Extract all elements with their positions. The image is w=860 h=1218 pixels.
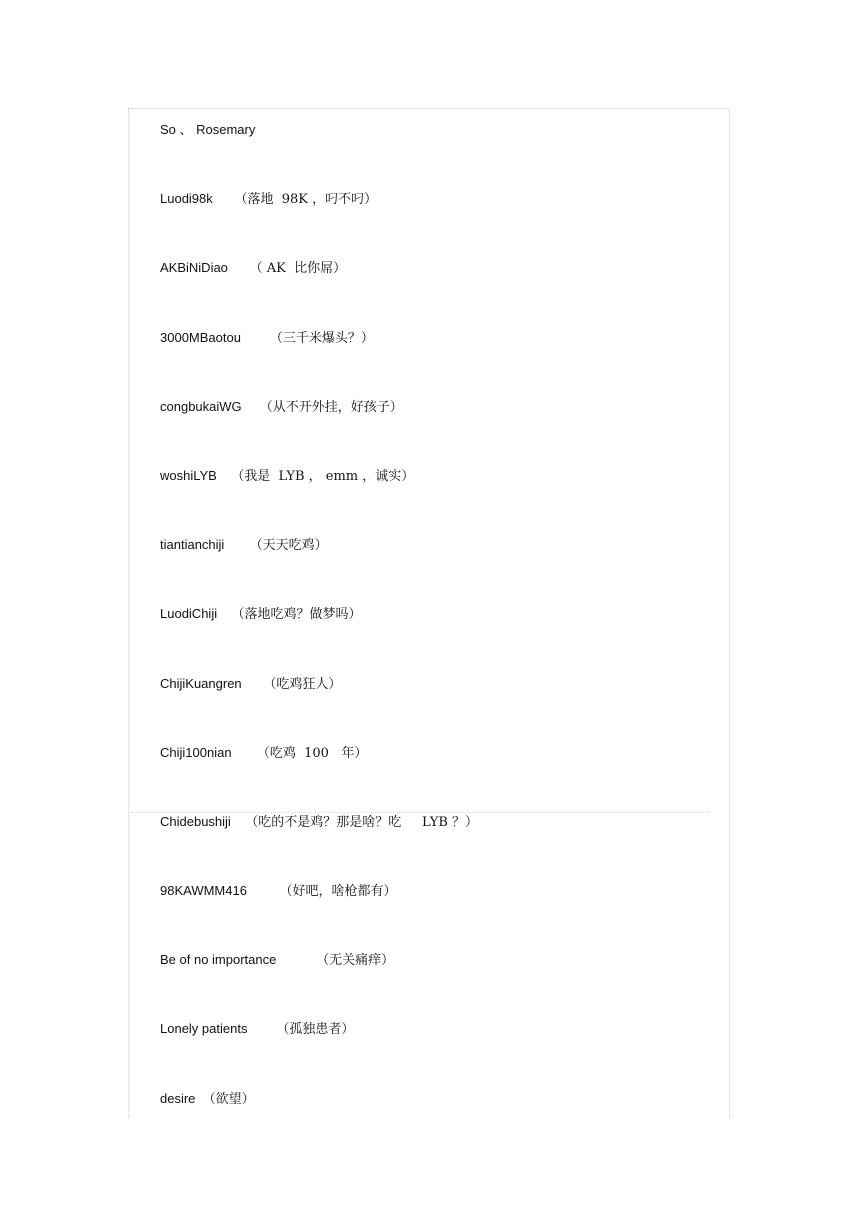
nickname-text: tiantianchiji <box>160 537 225 553</box>
nickname-translation: （吃鸡狂人） <box>263 676 342 692</box>
nickname-translation: （落地 98K ，叼不叼） <box>234 192 378 208</box>
list-item <box>160 605 478 674</box>
nickname-text: So 、 Rosemary <box>160 122 256 137</box>
list-item <box>160 1020 478 1089</box>
nickname-translation: （从不开外挂，好孩子） <box>259 399 403 415</box>
nickname-translation: （好吧，啥枪都有） <box>279 884 397 900</box>
nickname-translation: （ AK 比你屌） <box>249 261 347 277</box>
list-item <box>160 121 478 190</box>
list-item <box>160 536 478 605</box>
list-item <box>160 744 478 813</box>
nickname-translation: （天天吃鸡） <box>249 538 328 554</box>
nickname-text: AKBiNiDiao <box>160 260 228 276</box>
nickname-list <box>160 121 478 1159</box>
nickname-text: desire <box>160 1090 196 1106</box>
list-item <box>160 259 478 328</box>
nickname-translation: （三千米爆头？） <box>269 330 374 346</box>
nickname-text: congbukaiWG <box>160 398 242 414</box>
nickname-translation: （无关痛痒） <box>316 953 395 969</box>
list-item <box>160 1090 478 1159</box>
list-item <box>160 675 478 744</box>
nickname-text: 3000MBaotou <box>160 329 241 345</box>
nickname-translation: （吃的不是鸡？那是啥？吃 LYB ？） <box>245 814 479 830</box>
list-item <box>160 467 478 536</box>
list-item <box>160 398 478 467</box>
nickname-text: Lonely patients <box>160 1021 248 1037</box>
list-item <box>160 329 478 398</box>
nickname-translation: （欲望） <box>202 1091 255 1107</box>
list-item <box>160 813 478 882</box>
list-item <box>160 882 478 951</box>
nickname-translation: （吃鸡 100 年） <box>256 745 368 761</box>
nickname-text: woshiLYB <box>160 467 217 483</box>
nickname-translation: （落地吃鸡？做梦吗） <box>231 607 362 623</box>
nickname-translation: （我是 LYB ， emm ，诚实） <box>231 468 415 484</box>
list-item <box>160 951 478 1020</box>
list-item <box>160 190 478 259</box>
nickname-translation: （孤独患者） <box>276 1022 355 1038</box>
nickname-text: 98KAWMM416 <box>160 883 247 899</box>
nickname-text: Chiji100nian <box>160 744 232 760</box>
nickname-text: ChijiKuangren <box>160 675 242 691</box>
nickname-text: Chidebushiji <box>160 813 231 829</box>
nickname-text: Luodi98k <box>160 191 213 207</box>
nickname-text: Be of no importance <box>160 952 277 968</box>
nickname-text: LuodiChiji <box>160 606 218 622</box>
